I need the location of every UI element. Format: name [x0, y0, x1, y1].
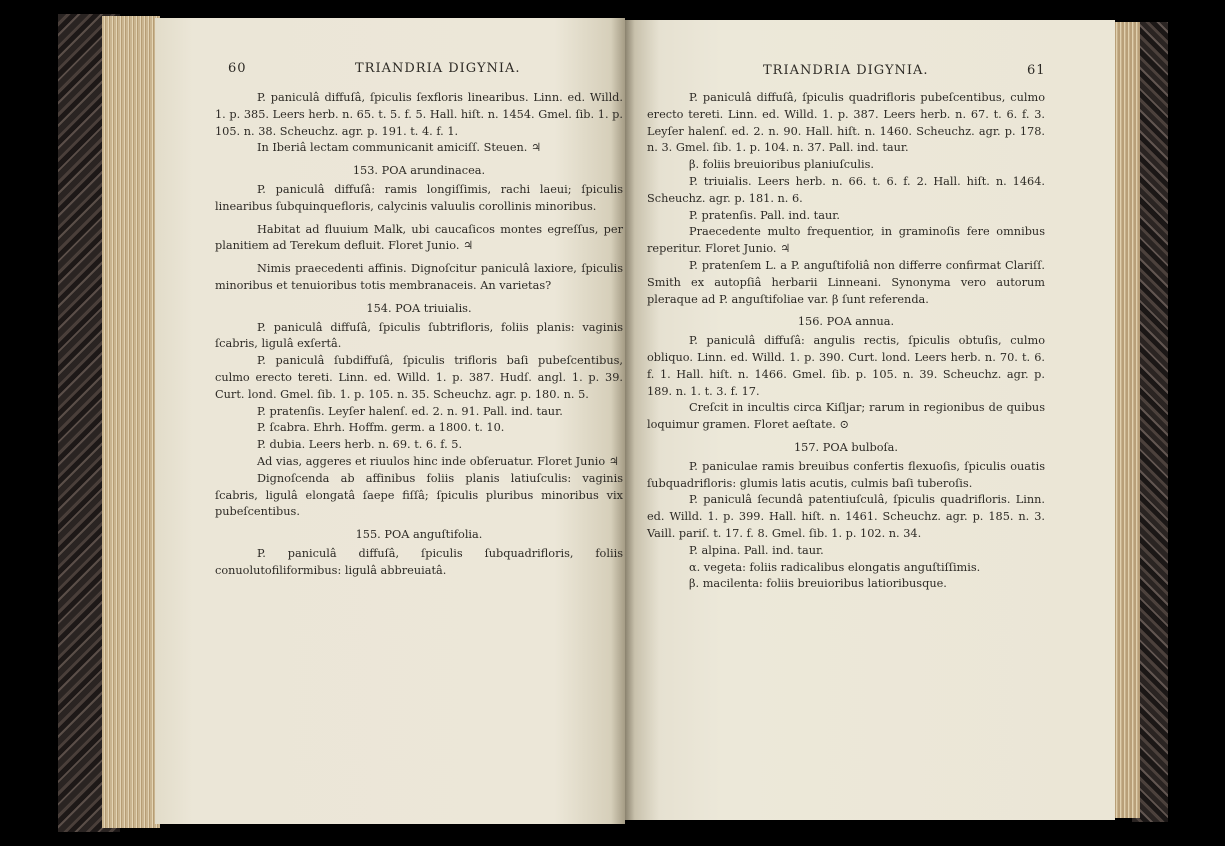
- page-edges-left: [102, 16, 160, 828]
- section-heading: 155. POA anguſtifolia.: [355, 528, 483, 542]
- paragraph: P. paniculae ramis breuibus confertis flexuoſis, ſpiculis ouatis ſubquadrifloris: glumis latis acutis, culmis baſi tuberoſis.: [647, 459, 1045, 490]
- paragraph: α. vegeta: foliis radicalibus elongatis anguſtiſſimis.: [689, 560, 981, 574]
- paragraph: β. macilenta: foliis breuioribus latioribusque.: [689, 577, 947, 591]
- paragraph: P. paniculâ diffuſâ, ſpiculis ſubquadrifloris, foliis conuolutofiliformibus: ligulâ abbreuiatâ.: [215, 546, 623, 577]
- page-body: [647, 90, 1045, 593]
- paragraph: P. pratenſem L. a P. anguſtifoliâ non differre confirmat Clariſſ. Smith ex autopſiâ herbarii Linneani. Synonyma vero autorum pleraque ad P. anguſtifoliae var. β ſunt referenda.: [647, 258, 1045, 306]
- page-number: 61: [1027, 63, 1046, 78]
- paragraph: Praecedente multo frequentior, in graminoſis fere omnibus reperitur. Floret Junio. ♃: [647, 225, 1045, 256]
- paragraph: P. paniculâ diffuſâ: angulis rectis, ſpiculis obtuſis, culmo obliquo. Linn. ed. Willd. 1. p. 390. Curt. lond. Leers herb. n. 70. t. 6. f. 1. Hall. hiſt. n. 1466. Gmel. ſib. p. 105. n. 39. Scheuchz. agr. p. 189. n. 1. t. 3. f. 17.: [647, 334, 1045, 398]
- paragraph: P. paniculâ ſecundâ patentiuſculâ, ſpiculis quadrifloris. Linn. ed. Willd. 1. p. 399. Hall. hiſt. n. 1461. Scheuchz. agr. p. 185. n. 3. Vaill. pariſ. t. 17. f. 8. Gmel. ſib. 1. p. 102. n. 34.: [647, 493, 1045, 540]
- paragraph: Ad vias, aggeres et riuulos hinc inde obſeruatur. Floret Junio ♃: [257, 454, 619, 468]
- section-heading: 153. POA arundinacea.: [352, 164, 486, 178]
- paragraph: P. pratenſis. Leyſer halenſ. ed. 2. n. 91. Pall. ind. taur.: [257, 404, 563, 418]
- running-head: TRIANDRIA DIGYNIA.: [763, 63, 929, 78]
- paragraph: Dignoſcenda ab affinibus foliis planis latiuſculis: vaginis ſcabris, ligulâ elongatâ ſaepe fiſſâ; ſpiculis pluribus minoribus vix pubeſcentibus.: [215, 471, 623, 519]
- paragraph: P. paniculâ diffuſâ, ſpiculis quadrifloris pubeſcentibus, culmo erecto tereti. Linn. ed. Willd. 1. p. 387. Leers herb. n. 67. t. 6. f. 3. Leyſer halenſ. ed. 2. n. 90. Hall. hiſt. n. 1460. Scheuchz. agr. p. 178. n. 3. Gmel. ſib. 1. p. 104. n. 37. Pall. ind. taur.: [647, 91, 1045, 155]
- left-page: [155, 18, 625, 824]
- paragraph: P. paniculâ diffuſâ, ſpiculis ſubtrifloris, foliis planis: vaginis ſcabris, ligulâ exſertâ.: [215, 320, 623, 351]
- paragraph: P. triuialis. Leers herb. n. 66. t. 6. f. 2. Hall. hiſt. n. 1464. Scheuchz. agr. p. 181. n. 6.: [647, 174, 1045, 205]
- paragraph: P. paniculâ ſubdiffuſâ, ſpiculis trifloris baſi pubeſcentibus, culmo erecto tereti. Linn. ed. Willd. 1. p. 387. Hudſ. angl. 1. p. 39. Curt. lond. Gmel. ſib. 1. p. 105. n. 35. Scheuchz. agr. p. 180. n. 5.: [215, 354, 623, 401]
- paragraph: Habitat ad fluuium Malk, ubi caucaſicos montes egreſſus, per planitiem ad Terekum defluit. Floret Junio. ♃: [215, 222, 623, 253]
- paragraph: P. paniculâ diffuſâ: ramis longiſſimis, rachi laeui; ſpiculis linearibus ſubquinquefloris, calycinis valuulis corollinis minoribus.: [215, 182, 623, 213]
- right-page: [625, 20, 1115, 820]
- paragraph: In Iberiâ lectam communicanit amiciſſ. Steuen. ♃: [257, 141, 542, 155]
- section-heading: 154. POA triuialis.: [366, 301, 472, 315]
- running-head: TRIANDRIA DIGYNIA.: [355, 61, 521, 76]
- paragraph: Creſcit in incultis circa Kiſljar; rarum in regionibus de quibus loquimur gramen. Floret aeſtate. ⊙: [647, 401, 1045, 432]
- paragraph: Nimis praecedenti affinis. Dignoſcitur paniculâ laxiore, ſpiculis minoribus et tenuioribus totis membranaceis. An varietas?: [215, 262, 623, 292]
- page-body: [215, 90, 623, 580]
- page-number: 60: [228, 61, 247, 76]
- paragraph: P. paniculâ diffuſâ, ſpiculis ſexfloris linearibus. Linn. ed. Willd. 1. p. 385. Leers herb. n. 65. t. 5. f. 5. Hall. hiſt. n. 1454. Gmel. ſib. 1. p. 105. n. 38. Scheuchz. agr. p. 191. t. 4. f. 1.: [215, 91, 623, 138]
- paragraph: β. foliis breuioribus planiuſculis.: [689, 158, 874, 172]
- paragraph: P. pratenſis. Pall. ind. taur.: [689, 208, 840, 222]
- section-heading: 157. POA bulboſa.: [793, 440, 899, 454]
- paragraph: P. dubia. Leers herb. n. 69. t. 6. f. 5.: [257, 438, 463, 452]
- section-heading: 156. POA annua.: [797, 315, 895, 329]
- paragraph: P. ſcabra. Ehrh. Hoffm. germ. a 1800. t. 10.: [257, 421, 505, 435]
- paragraph: P. alpina. Pall. ind. taur.: [689, 543, 824, 557]
